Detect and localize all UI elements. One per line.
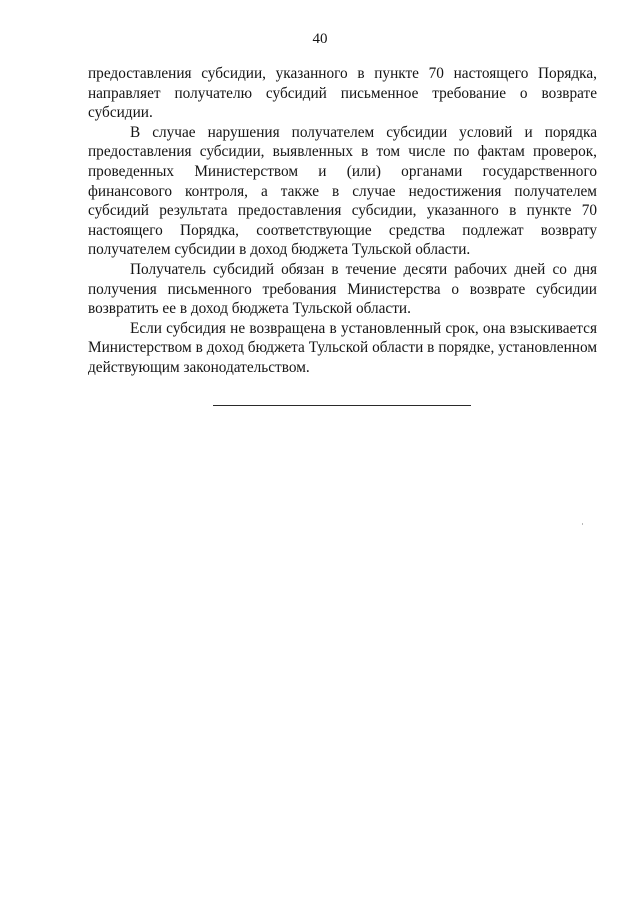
paragraph-violation-refund: В случае нарушения получателем субсидии условий и порядка предоставления субсидии, выявленных в том числе по фактам проверок, проведенных Министерством и (или) органами государственного финансового контроля, а также в случае недостижения получателем субсидий результата предоставления субсидии, указанного в пункте 70 настоящего Порядка, соответствующие средства подлежат возврату получателем субсидии в доход бюджета Тульской области. [88,123,597,259]
end-of-document-rule [213,405,471,406]
document-body [88,64,597,378]
paragraph-refund-deadline: Получатель субсидий обязан в течение десяти рабочих дней со дня получения письменного требования Министерства о возврате субсидии возвратить ее в доход бюджета Тульской области. [88,260,597,318]
paragraph-continuation: предоставления субсидии, указанного в пункте 70 настоящего Порядка, направляет получателю субсидий письменное требование о возврате субсидии. [88,65,597,122]
paragraph-recovery: Если субсидия не возвращена в установленный срок, она взыскивается Министерством в доход бюджета Тульской области в порядке, установленном действующим законодательством. [88,319,597,376]
page-number: 40 [312,31,328,47]
scan-speck [582,523,583,525]
